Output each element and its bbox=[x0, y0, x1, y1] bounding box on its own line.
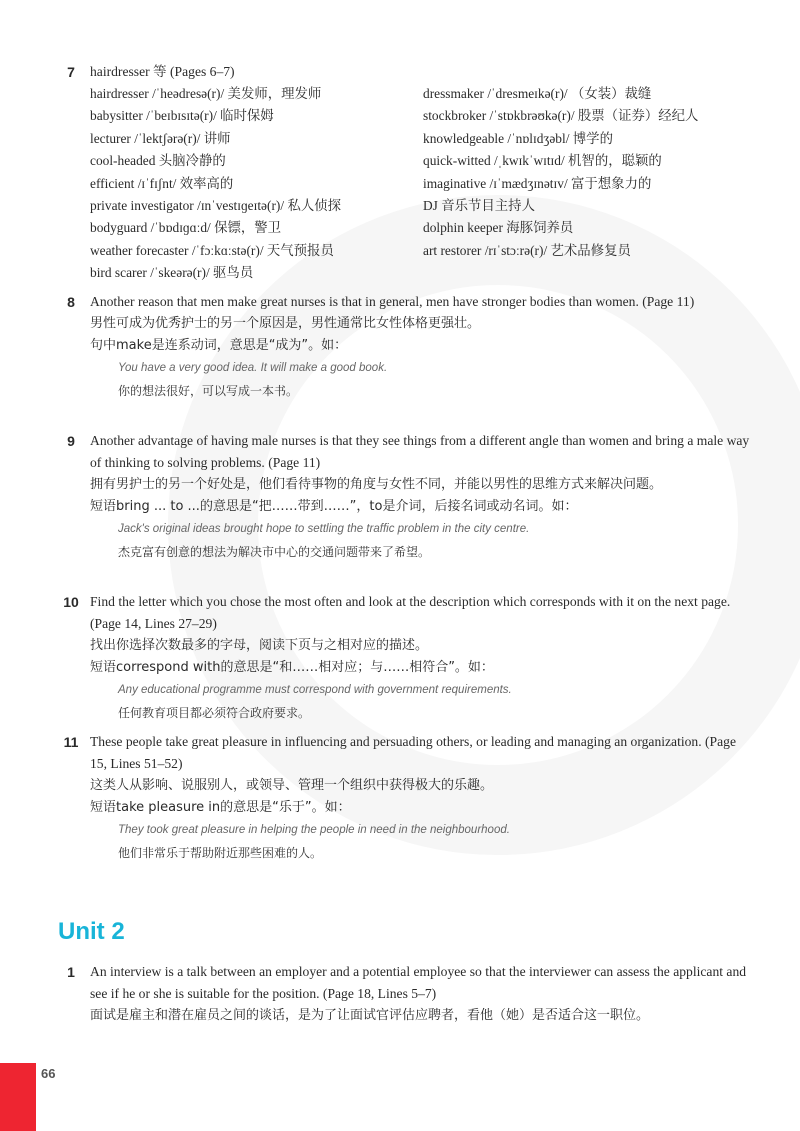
example-sentence: Jack's original ideas brought hope to settling the traffic problem in the city centre. bbox=[118, 523, 530, 535]
note-item-11 bbox=[60, 731, 750, 865]
vocab-entry: lecturer /ˈlektʃərə(r)/ 讲师 bbox=[90, 130, 231, 146]
page-corner-tab bbox=[0, 1063, 36, 1131]
usage-note: 短语take pleasure in的意思是“乐于”。如： bbox=[90, 800, 351, 815]
sentence-translation: 面试是雇主和潜在雇员之间的谈话，是为了让面试官评估应聘者，看他（她）是否适合这一职位。 bbox=[90, 1008, 650, 1023]
vocab-entry: imaginative /ɪˈmædʒɪnətɪv/ 富于想象力的 bbox=[423, 175, 652, 191]
vocab-entry: efficient /ɪˈfɪʃnt/ 效率高的 bbox=[90, 175, 234, 191]
vocab-entry: private investigator /ɪnˈvestɪɡeɪtə(r)/ 私人侦探 bbox=[90, 198, 342, 214]
vocabulary-list bbox=[90, 83, 750, 285]
vocab-entry: dressmaker /ˈdresmeɪkə(r)/ （女装）裁缝 bbox=[423, 86, 652, 101]
item-number: 9 bbox=[67, 433, 75, 449]
vocab-entry: weather forecaster /ˈfɔːkɑːstə(r)/ 天气预报员 bbox=[90, 242, 334, 258]
vocab-entry: babysitter /ˈbeɪbɪsɪtə(r)/ 临时保姆 bbox=[90, 108, 274, 124]
vocab-entry: DJ 音乐节目主持人 bbox=[423, 198, 535, 214]
vocab-entry: stockbroker /ˈstɒkbrəʊkə(r)/ 股票（证券）经纪人 bbox=[423, 108, 699, 124]
vocab-entry: cool-headed 头脑冷静的 bbox=[90, 153, 226, 169]
vocab-entry: bodyguard /ˈbɒdɪɡɑːd/ 保镖，警卫 bbox=[90, 220, 282, 236]
item-number: 7 bbox=[67, 64, 75, 80]
sentence-translation: 这类人从影响、说服别人，或领导、管理一个组织中获得极大的乐趣。 bbox=[90, 778, 494, 793]
note-item-9 bbox=[60, 430, 750, 564]
vocab-entry: dolphin keeper 海豚饲养员 bbox=[423, 220, 574, 236]
item-number: 1 bbox=[67, 964, 75, 980]
note-item-7 bbox=[60, 61, 750, 285]
note-item-10 bbox=[60, 591, 750, 725]
vocab-entry: knowledgeable /ˈnɒlɪdʒəbl/ 博学的 bbox=[423, 130, 613, 146]
item-number: 10 bbox=[63, 594, 79, 610]
usage-note: 句中make是连系动词，意思是“成为”。如： bbox=[90, 338, 348, 353]
example-translation: 任何教育项目都必须符合政府要求。 bbox=[118, 706, 311, 720]
item-number: 11 bbox=[63, 734, 79, 750]
usage-note: 短语correspond with的意思是“和……相对应；与……相符合”。如： bbox=[90, 660, 494, 675]
source-sentence: Another reason that men make great nurses is that in general, men have stronger bodies than women. (Page 11) bbox=[90, 294, 695, 309]
sentence-translation: 男性可成为优秀护士的另一个原因是，男性通常比女性体格更强壮。 bbox=[90, 316, 481, 331]
example-sentence: They took great pleasure in helping the people in need in the neighbourhood. bbox=[118, 824, 510, 836]
example-translation: 他们非常乐于帮助附近那些困难的人。 bbox=[118, 846, 323, 860]
vocab-entry: bird scarer /ˈskeərə(r)/ 驱鸟员 bbox=[90, 265, 254, 281]
note-item-8 bbox=[60, 291, 750, 403]
item-heading: hairdresser 等 (Pages 6–7) bbox=[90, 64, 235, 79]
example-sentence: Any educational programme must correspond with government requirements. bbox=[118, 684, 512, 696]
source-sentence: Find the letter which you chose the most often and look at the description which corresponds with it on the next page. (Page 14, Lines 27–29) bbox=[90, 594, 731, 631]
source-sentence: An interview is a talk between an employer and a potential employee so that the interviewer can assess the applicant and see if he or she is suitable for the position. (Page 18, Lines 5–7) bbox=[90, 964, 747, 1001]
example-translation: 你的想法很好，可以写成一本书。 bbox=[118, 384, 299, 398]
sentence-translation: 拥有男护士的另一个好处是，他们看待事物的角度与女性不同，并能以男性的思维方式来解决问题。 bbox=[90, 477, 663, 492]
usage-note: 短语bring ... to ...的意思是“把……带到……”，to是介词，后接名词或动名词。如： bbox=[90, 499, 578, 514]
example-translation: 杰克富有创意的想法为解决市中心的交通问题带来了希望。 bbox=[118, 545, 431, 559]
example-sentence: You have a very good idea. It will make a good book. bbox=[118, 362, 388, 374]
unit2-note-item-1 bbox=[60, 961, 750, 1027]
source-sentence: These people take great pleasure in influencing and persuading others, or leading and managing an organization. (Page 15, Lines 51–52) bbox=[90, 734, 736, 771]
source-sentence: Another advantage of having male nurses is that they see things from a different angle than women and bring a male way of thinking to solving problems. (Page 11) bbox=[90, 433, 750, 470]
unit-heading: Unit 2 bbox=[58, 918, 125, 945]
sentence-translation: 找出你选择次数最多的字母，阅读下页与之相对应的描述。 bbox=[90, 638, 429, 653]
vocab-entry: hairdresser /ˈheədresə(r)/ 美发师，理发师 bbox=[90, 86, 322, 101]
vocab-entry: art restorer /rɪˈstɔːrə(r)/ 艺术品修复员 bbox=[423, 242, 631, 258]
page-number: 66 bbox=[41, 1066, 56, 1081]
item-number: 8 bbox=[67, 294, 75, 310]
vocab-entry: quick-witted /ˌkwɪkˈwɪtɪd/ 机智的，聪颖的 bbox=[423, 153, 662, 169]
